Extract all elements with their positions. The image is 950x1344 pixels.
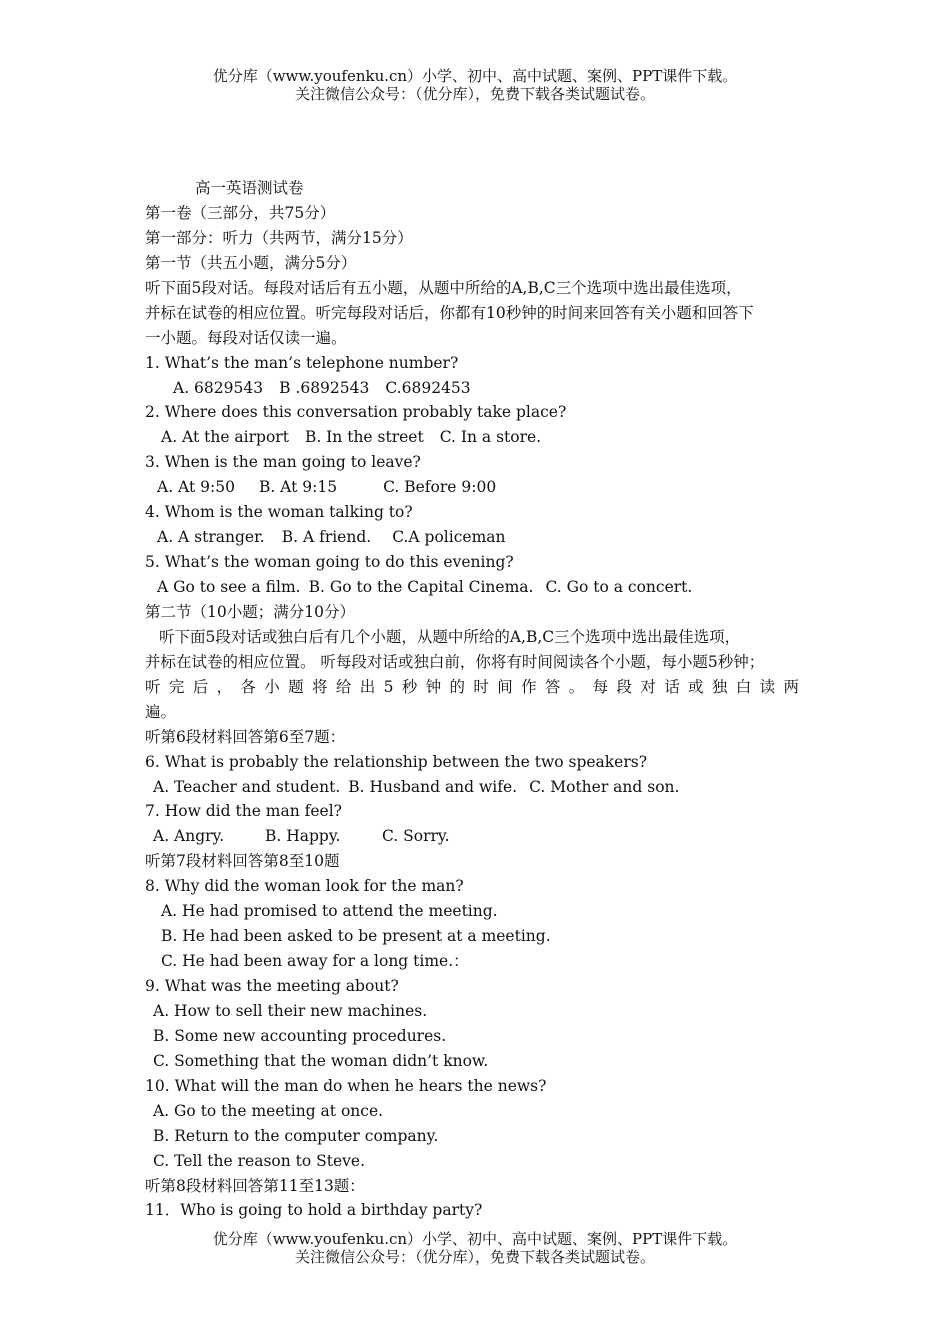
document-body [145, 176, 810, 1223]
material-heading: 听第7段材料回答第8至10题 [145, 852, 340, 871]
question-8: 8. Why did the woman look for the man? [145, 877, 464, 896]
option: B. In the street [304, 428, 424, 447]
instruction-line: 并标在试卷的相应位置。 听每段对话或独白前，你将有时间阅读各个小题，每小题5秒钟； [145, 652, 765, 671]
instruction-line: 听下面5段对话。每段对话后有五小题，从题中所给的A,B,C三个选项中选出最佳选项， [145, 278, 742, 297]
option: A Go to see a film. [157, 578, 301, 596]
option: A. How to sell their new machines. [153, 1001, 428, 1020]
option: A. 6829543 [173, 378, 264, 397]
option: A. Angry. [153, 827, 225, 846]
option: A. Teacher and student. [153, 777, 341, 796]
option: C. He had been away for a long time.： [161, 952, 469, 971]
options-7 [145, 824, 810, 849]
options-4 [145, 525, 810, 550]
option: C.6892453 [385, 378, 471, 397]
option: B. Go to the Capital Cinema. [308, 578, 534, 596]
option: B. At 9:15 [258, 478, 338, 497]
option: B. Husband and wife. [348, 777, 518, 796]
part-heading: 第一部分：听力（共两节，满分15分） [145, 228, 413, 247]
option: C. Go to a concert. [545, 578, 693, 596]
option: C.A policeman [392, 528, 506, 547]
options-1 [145, 376, 810, 401]
section-heading: 第二节（10小题；满分10分） [145, 602, 355, 621]
question-2: 2. Where does this conversation probably take place? [145, 403, 567, 422]
instruction-line: 听完后，各小题将给出5秒钟的时间作答。每段对话或独白读两 [145, 677, 805, 696]
volume-heading: 第一卷（三部分，共75分） [145, 203, 336, 222]
option: A. At 9:50 [157, 478, 235, 497]
option: A. Go to the meeting at once. [153, 1101, 384, 1120]
footer-line-1: 优分库（www.youfenku.cn）小学、初中、高中试题、案例、PPT课件下载。 [212, 1230, 738, 1248]
option: B. Return to the computer company. [153, 1126, 439, 1145]
question-7: 7. How did the man feel? [145, 802, 342, 821]
option: B. A friend. [281, 528, 372, 547]
question-9: 9. What was the meeting about? [145, 977, 399, 995]
question-5: 5. What’s the woman going to do this evening? [145, 553, 514, 572]
option: C. In a store. [439, 428, 542, 447]
material-heading: 听第8段材料回答第11至13题： [145, 1176, 365, 1195]
option: A. At the airport [161, 428, 289, 447]
question-3: 3. When is the man going to leave? [145, 453, 421, 472]
instruction-line: 一小题。每段对话仅读一遍。 [145, 328, 347, 347]
question-10: 10. What will the man do when he hears the news? [145, 1076, 547, 1095]
section-heading: 第一节（共五小题，满分5分） [145, 253, 357, 272]
question-4: 4. Whom is the woman talking to? [145, 503, 413, 522]
option: C. Something that the woman didn’t know. [153, 1051, 489, 1070]
question-11: 11．Who is going to hold a birthday party? [145, 1201, 483, 1220]
options-2 [145, 425, 810, 450]
material-heading: 听第6段材料回答第6至7题： [145, 727, 346, 746]
option: A. He had promised to attend the meeting. [161, 902, 498, 921]
instruction-line: 并标在试卷的相应位置。听完每段对话后，你都有10秒钟的时间来回答有关小题和回答下 [145, 303, 754, 322]
question-6: 6. What is probably the relationship between the two speakers? [145, 752, 648, 771]
header-line-1: 优分库（www.youfenku.cn）小学、初中、高中试题、案例、PPT课件下载。 [212, 67, 738, 85]
footer-line-2: 关注微信公众号：（优分库），免费下载各类试题试卷。 [294, 1248, 655, 1266]
option: B. Some new accounting procedures. [153, 1026, 447, 1045]
page-footer [0, 1230, 950, 1266]
options-6 [145, 775, 810, 800]
option: C. Sorry. [382, 827, 450, 846]
question-1: 1. What’s the man’s telephone number? [145, 353, 459, 372]
option: B .6892543 [279, 378, 370, 397]
option: A. A stranger. [157, 528, 265, 547]
options-5 [145, 575, 810, 600]
instruction-line: 遍。 [145, 702, 177, 721]
document-title: 高一英语测试卷 [195, 179, 304, 197]
option: C. Tell the reason to Steve. [153, 1151, 366, 1170]
options-3 [145, 475, 810, 500]
option: C. Mother and son. [529, 777, 680, 796]
option: B. Happy. [265, 827, 341, 846]
page-header [0, 67, 950, 103]
instruction-line: 听下面5段对话或独白后有几个小题，从题中所给的A,B,C三个选项中选出最佳选项， [159, 627, 741, 646]
option: B. He had been asked to be present at a meeting. [161, 927, 551, 946]
header-line-2: 关注微信公众号：（优分库），免费下载各类试题试卷。 [294, 85, 655, 103]
option: C. Before 9:00 [383, 478, 497, 497]
